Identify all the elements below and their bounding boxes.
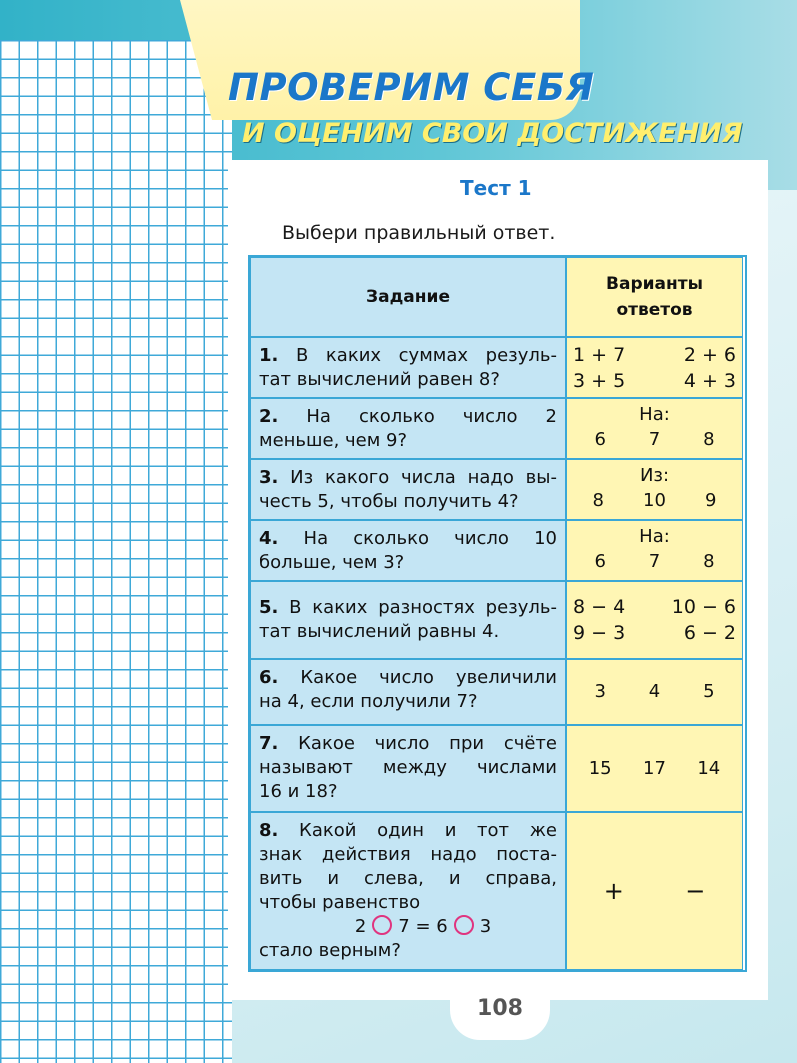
task-text-line: Какое число при счёте (298, 733, 557, 754)
answer-cell-6 (566, 659, 743, 725)
task-number: 4. (259, 528, 279, 549)
task-cell-5 (250, 581, 566, 659)
task-text-line: на 4, если получили 7? (259, 691, 478, 712)
task-number: 3. (259, 467, 279, 488)
answer-option[interactable]: 7 (648, 551, 661, 572)
answer-option[interactable]: 1 + 7 (573, 344, 626, 366)
task-cell-4 (250, 520, 566, 581)
task-number: 8. (259, 820, 279, 841)
blank-circle-icon[interactable] (372, 915, 392, 935)
column-header-answers-line1: Варианты (606, 274, 703, 294)
answer-cell-2 (566, 398, 743, 459)
task-cell-7 (250, 725, 566, 812)
answer-cell-3 (566, 459, 743, 520)
answer-option[interactable]: 9 (705, 490, 717, 511)
task-text-line: честь 5, чтобы получить 4? (259, 491, 519, 512)
answer-prefix: На: (639, 404, 670, 425)
task-text-line: В каких разностях резуль- (289, 597, 557, 618)
test-title: Тест 1 (460, 176, 532, 200)
task-text-line: чтобы равенство (259, 892, 421, 913)
answer-option[interactable]: 17 (643, 757, 666, 779)
task-text-line: На сколько число 2 (306, 406, 557, 427)
answer-option[interactable]: 8 (703, 551, 715, 572)
blank-circle-icon[interactable] (454, 915, 474, 935)
equation-left: 2 (354, 916, 367, 937)
test-table (248, 255, 747, 972)
equation (259, 915, 557, 939)
answer-option[interactable]: 6 (594, 551, 606, 572)
answer-cell-1 (566, 337, 743, 398)
equation-middle: 7 = 6 (398, 916, 448, 937)
task-cell-2 (250, 398, 566, 459)
answer-option[interactable]: 8 (592, 490, 604, 511)
task-cell-1 (250, 337, 566, 398)
answer-option[interactable]: 7 (648, 429, 661, 450)
answer-cell-8 (566, 812, 743, 970)
task-number: 1. (259, 345, 279, 366)
answer-cell-7 (566, 725, 743, 812)
page-subtitle: И ОЦЕНИМ СВОИ ДОСТИЖЕНИЯ (242, 118, 743, 149)
task-text-line: знак действия надо поста- (259, 844, 557, 865)
task-text-line: 16 и 18? (259, 781, 338, 802)
answer-prefix: На: (639, 526, 670, 547)
answer-option[interactable]: 10 (643, 490, 666, 511)
task-text-line: тат вычислений равен 8? (259, 369, 500, 390)
answer-option[interactable]: 8 (703, 429, 715, 450)
task-text-line: На сколько число 10 (303, 528, 557, 549)
column-header-answers (566, 257, 743, 337)
task-text-line: вить и слева, и справа, (259, 868, 557, 889)
answer-cell-5 (566, 581, 743, 659)
equation-right: 3 (479, 916, 492, 937)
page-title: ПРОВЕРИМ СЕБЯ (228, 66, 595, 109)
answer-option[interactable]: 3 + 5 (573, 370, 626, 392)
task-text-line: В каких суммах резуль- (295, 345, 557, 366)
column-header-answers-line2: ответов (616, 300, 693, 320)
answer-option[interactable]: 8 − 4 (573, 596, 626, 618)
instruction-text: Выбери правильный ответ. (282, 222, 556, 244)
task-text-line: Какой один и тот же (299, 820, 557, 841)
task-cell-3 (250, 459, 566, 520)
answer-option[interactable]: 15 (588, 757, 612, 779)
answer-option[interactable]: 3 (594, 681, 606, 702)
answer-prefix: Из: (639, 465, 670, 486)
answer-option[interactable]: 4 + 3 (683, 370, 736, 392)
graph-paper-margin (0, 40, 232, 1063)
page-number: 108 (477, 996, 523, 1021)
task-text-line: стало верным? (259, 940, 401, 961)
task-text-line: Из какого числа надо вы- (290, 467, 557, 488)
task-text-line: называют между числами (259, 757, 557, 778)
answer-option[interactable]: − (685, 877, 706, 905)
task-cell-8 (250, 812, 566, 970)
answer-option[interactable]: 4 (648, 681, 661, 702)
task-number: 5. (259, 597, 279, 618)
answer-option[interactable]: 9 − 3 (573, 622, 626, 644)
task-text-line: Какое число увеличили (300, 667, 557, 688)
answer-option[interactable]: 6 − 2 (683, 622, 736, 644)
answer-option[interactable]: 6 (594, 429, 606, 450)
answer-option[interactable]: 2 + 6 (683, 344, 736, 366)
answer-cell-4 (566, 520, 743, 581)
task-text-line: тат вычислений равны 4. (259, 621, 500, 642)
task-cell-6 (250, 659, 566, 725)
column-header-task: Задание (250, 257, 566, 337)
answer-option[interactable]: 14 (697, 757, 721, 779)
task-text-line: меньше, чем 9? (259, 430, 408, 451)
task-number: 2. (259, 406, 279, 427)
answer-option[interactable]: 10 − 6 (671, 596, 736, 618)
task-number: 6. (259, 667, 279, 688)
task-text-line: больше, чем 3? (259, 552, 405, 573)
answer-option[interactable]: 5 (703, 681, 715, 702)
task-number: 7. (259, 733, 279, 754)
answer-option[interactable]: + (603, 877, 624, 905)
